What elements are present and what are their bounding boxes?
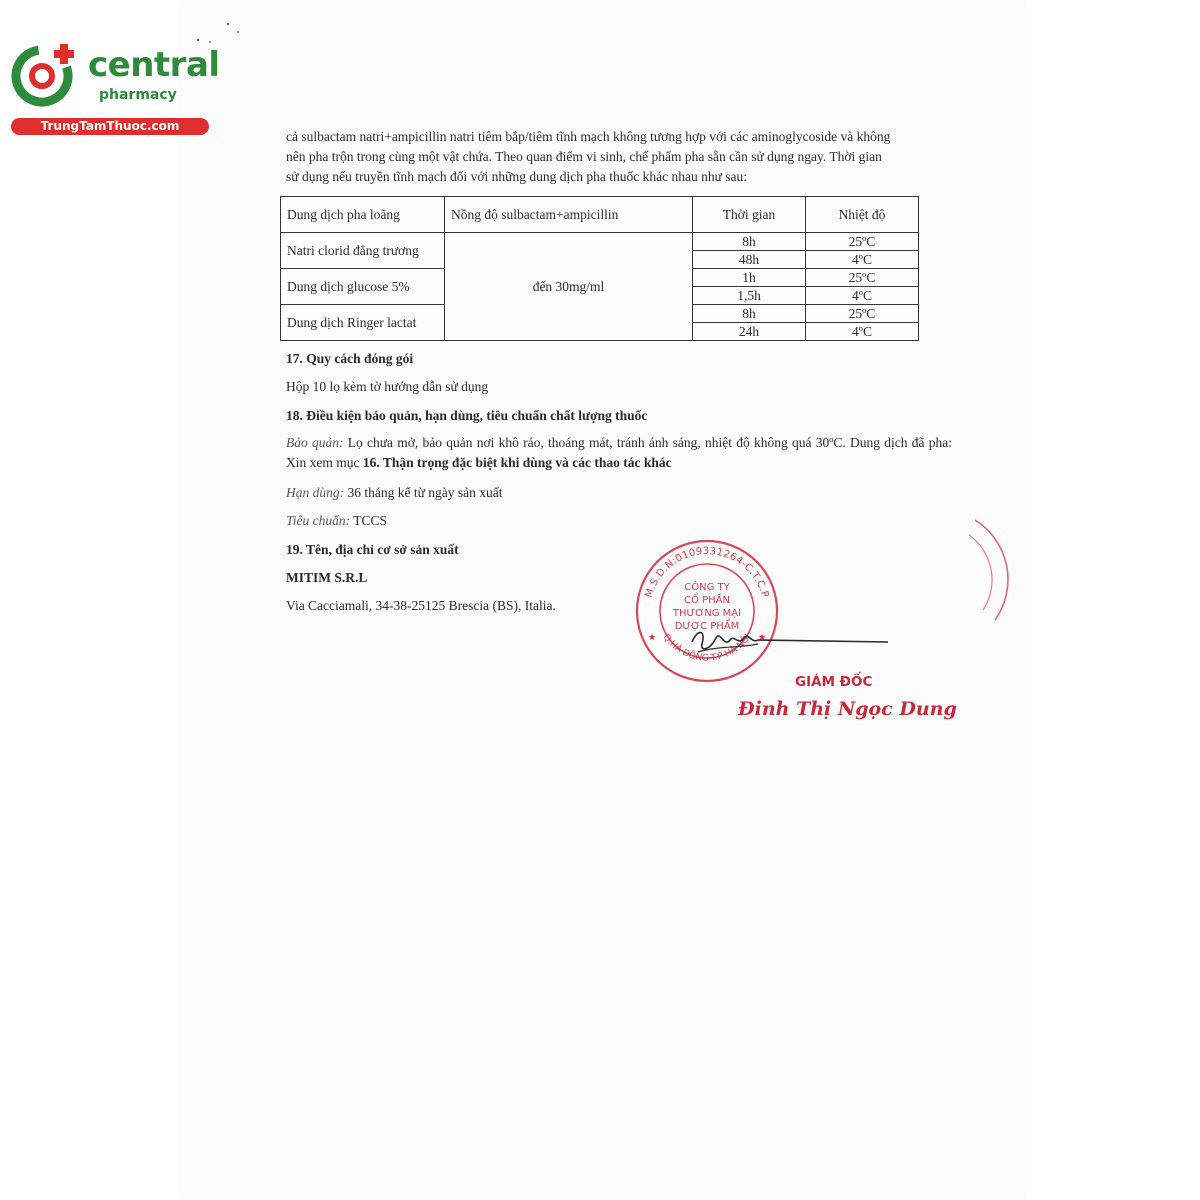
- logo-sub: pharmacy: [99, 87, 177, 103]
- storage-ref: 16. Thận trọng đặc biệt khi dùng và các thao tác khác: [362, 455, 672, 470]
- header-time: Thời gian: [693, 197, 806, 233]
- stamp-ring-text: M.S.D.N:0109331264-C.T.C.P: [643, 545, 771, 600]
- logo-banner: TrungTamThuoc.com: [11, 118, 209, 135]
- solution-cell: Dung dịch glucose 5%: [281, 269, 445, 305]
- manufacturer-name: MITIM S.R.L: [286, 570, 368, 585]
- solution-cell: Natri clorid đẳng trương: [281, 233, 445, 269]
- temp-cell: 4ºC: [806, 323, 919, 341]
- storage-paragraph: [286, 433, 952, 473]
- stamp-ring-bottom-text: Q.HÀ ĐÔNG-T.P HÀ NỘI: [660, 632, 754, 664]
- temp-cell: 4ºC: [806, 287, 919, 305]
- concentration-cell: đến 30mg/ml: [445, 233, 693, 341]
- table-row: [281, 233, 919, 251]
- intro-paragraph: [286, 127, 952, 187]
- table-header-row: [281, 197, 919, 233]
- section-19-heading: 19. Tên, địa chỉ cơ sở sản xuất: [286, 542, 459, 557]
- time-cell: 24h: [693, 323, 806, 341]
- standard-text: TCCS: [350, 513, 388, 528]
- intro-line-2: nên pha trộn trong cùng một vật chứa. Theo quan điểm vi sinh, chế phẩm pha sẵn cần sử dụng ngay. Thời gian: [286, 149, 882, 164]
- signer-name: Đinh Thị Ngọc Dung: [738, 698, 957, 720]
- storage-label: Bảo quản:: [286, 435, 344, 450]
- header-solution: Dung dịch pha loãng: [281, 197, 445, 233]
- time-cell: 8h: [693, 233, 806, 251]
- stamp-star-icon: ★: [648, 632, 657, 642]
- header-concentration: Nồng độ sulbactam+ampicillin: [445, 197, 693, 233]
- stamp-center-line: CÔNG TY: [684, 582, 730, 593]
- intro-line-1: cả sulbactam natri+ampicillin natri tiêm bắp/tiêm tĩnh mạch không tương hợp với các aminoglycoside và không: [286, 129, 891, 144]
- stamp-center-line: CỔ PHẦN: [684, 595, 730, 606]
- time-cell: 48h: [693, 251, 806, 269]
- temp-cell: 25ºC: [806, 233, 919, 251]
- temp-cell: 25ºC: [806, 269, 919, 287]
- manufacturer-address: Via Cacciamali, 34-38-25125 Brescia (BS), Italia.: [286, 598, 556, 613]
- temp-cell: 25ºC: [806, 305, 919, 323]
- stamp-center-line: DƯỢC PHẨM: [674, 621, 740, 632]
- header-temperature: Nhiệt độ: [806, 197, 919, 233]
- expiry-text: 36 tháng kể từ ngày sản xuất: [344, 485, 503, 500]
- standard-paragraph: [286, 511, 952, 531]
- signer-title: GIÁM ĐỐC: [795, 674, 873, 690]
- time-cell: 1h: [693, 269, 806, 287]
- temp-cell: 4ºC: [806, 251, 919, 269]
- central-pharmacy-logo: [10, 38, 220, 138]
- logo-brand: central: [88, 45, 220, 85]
- stamp-center-line: THƯƠNG MẠI: [672, 608, 742, 619]
- handwritten-signature: [688, 622, 898, 672]
- section-17-text: Hộp 10 lọ kèm tờ hướng dẫn sử dụng: [286, 379, 489, 394]
- partial-edge-stamp: [965, 515, 1010, 625]
- solution-cell: Dung dịch Ringer lactat: [281, 305, 445, 341]
- dilution-table: [280, 196, 919, 341]
- storage-text: Lọ chưa mở, bảo quản nơi khô ráo, thoáng mát, tránh ánh sáng, nhiệt độ không quá 30ºC. Dung dịch đã pha: Xin xem mục: [286, 435, 952, 470]
- expiry-paragraph: [286, 483, 952, 503]
- section-17-heading: 17. Quy cách đóng gói: [286, 351, 414, 366]
- intro-line-3: sử dụng nếu truyền tĩnh mạch đối với những dung dịch pha thuốc khác nhau như sau:: [286, 169, 748, 184]
- expiry-label: Hạn dùng:: [286, 485, 345, 500]
- stamp-star-icon: ★: [758, 632, 767, 642]
- logo-icon: [10, 40, 82, 112]
- standard-label: Tiêu chuẩn:: [286, 513, 351, 528]
- time-cell: 1,5h: [693, 287, 806, 305]
- section-18-heading: 18. Điều kiện bảo quản, hạn dùng, tiêu chuẩn chất lượng thuốc: [286, 408, 648, 423]
- time-cell: 8h: [693, 305, 806, 323]
